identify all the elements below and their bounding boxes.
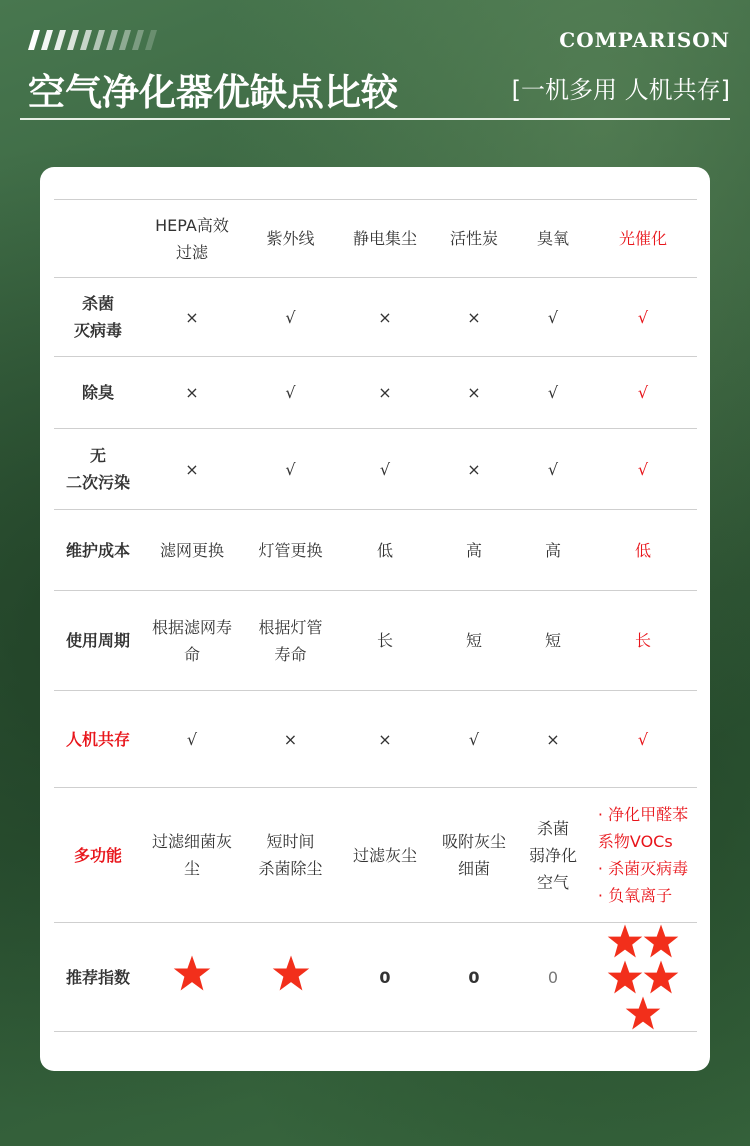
table-cell: 长 <box>589 591 697 691</box>
table-cell: 过滤细菌灰 尘 <box>142 788 242 923</box>
header-cell-electrostatic <box>339 200 431 278</box>
table-cell: 高 <box>517 510 589 591</box>
table-cell: 低 <box>339 510 431 591</box>
table-row <box>54 923 697 1032</box>
table-cell: √ <box>242 278 339 357</box>
table-cell: √ <box>339 429 431 510</box>
table-row <box>54 510 697 591</box>
table-cell: 长 <box>339 591 431 691</box>
table-cell: √ <box>242 429 339 510</box>
star-icon <box>625 995 661 1031</box>
header-cell-ozone <box>517 200 589 278</box>
table-cell: 杀菌 弱净化 空气 <box>517 788 589 923</box>
table-cell: √ <box>142 691 242 788</box>
table-cell: 短时间 杀菌除尘 <box>242 788 339 923</box>
table-row <box>54 788 697 923</box>
header-cell-carbon <box>431 200 517 278</box>
table-cell: 短 <box>517 591 589 691</box>
table-cell: 低 <box>589 510 697 591</box>
table-header-row <box>54 200 697 278</box>
page-subtitle: [一机多用 人机共存] <box>511 76 730 104</box>
feature-list: · 净化甲醛苯 系物VOCs · 杀菌灭病毒 · 负氧离子 <box>597 805 689 905</box>
table-cell: √ <box>517 429 589 510</box>
table-cell: × <box>339 691 431 788</box>
row-label: 杀菌 灭病毒 <box>54 278 142 357</box>
table-cell: √ <box>589 278 697 357</box>
table-cell <box>589 788 697 923</box>
table-cell: × <box>431 278 517 357</box>
table-cell: × <box>339 278 431 357</box>
table-cell: √ <box>517 278 589 357</box>
header-cell-photocatalysis <box>589 200 697 278</box>
header-label: 紫外线 <box>266 229 315 248</box>
rating-cell: 0 <box>517 923 589 1032</box>
header-cell-empty <box>54 200 142 278</box>
star-icon <box>643 923 679 959</box>
table-cell: 吸附灰尘 细菌 <box>431 788 517 923</box>
star-icon <box>607 923 643 959</box>
table-cell: × <box>142 357 242 429</box>
table-cell: √ <box>589 429 697 510</box>
table-cell: × <box>242 691 339 788</box>
table-row <box>54 278 697 357</box>
table-cell: × <box>517 691 589 788</box>
rating-cell: 0 <box>431 923 517 1032</box>
table-cell: √ <box>517 357 589 429</box>
table-cell: 高 <box>431 510 517 591</box>
header-cell-hepa <box>142 200 242 278</box>
table-row <box>54 591 697 691</box>
rating-cell <box>242 923 339 1032</box>
header-label: HEPA高效 过滤 <box>155 215 229 262</box>
table-cell: × <box>339 357 431 429</box>
star-icon <box>173 954 211 992</box>
table-cell: 过滤灰尘 <box>339 788 431 923</box>
table-cell: √ <box>589 357 697 429</box>
english-title: COMPARISON <box>559 28 730 52</box>
header-divider <box>20 118 730 120</box>
table-cell: × <box>142 429 242 510</box>
diagonal-stripes-icon <box>28 30 158 50</box>
table-cell: 根据滤网寿 命 <box>142 591 242 691</box>
table-row <box>54 429 697 510</box>
table-cell: √ <box>589 691 697 788</box>
comparison-card <box>40 167 710 1071</box>
comparison-table <box>54 199 697 1032</box>
rating-cell <box>142 923 242 1032</box>
table-cell: 短 <box>431 591 517 691</box>
row-label: 人机共存 <box>54 691 142 788</box>
row-label: 维护成本 <box>54 510 142 591</box>
table-cell: √ <box>431 691 517 788</box>
table-row <box>54 691 697 788</box>
table-cell: × <box>431 429 517 510</box>
row-label: 使用周期 <box>54 591 142 691</box>
row-label: 多功能 <box>54 788 142 923</box>
page-title: 空气净化器优缺点比较 <box>28 71 398 114</box>
star-icon <box>643 959 679 995</box>
rating-cell <box>589 923 697 1032</box>
table-cell: 滤网更换 <box>142 510 242 591</box>
rating-cell: 0 <box>339 923 431 1032</box>
table-cell: × <box>431 357 517 429</box>
table-row <box>54 357 697 429</box>
table-cell: 灯管更换 <box>242 510 339 591</box>
header-label: 活性炭 <box>449 229 498 248</box>
header-label: 静电集尘 <box>352 229 417 248</box>
header-label: 臭氧 <box>536 229 569 248</box>
header-cell-uv <box>242 200 339 278</box>
star-icon <box>272 954 310 992</box>
row-label: 推荐指数 <box>54 923 142 1032</box>
table-cell: × <box>142 278 242 357</box>
row-label: 无 二次污染 <box>54 429 142 510</box>
row-label: 除臭 <box>54 357 142 429</box>
header-label: 光催化 <box>618 229 667 248</box>
table-cell: 根据灯管 寿命 <box>242 591 339 691</box>
star-icon <box>607 959 643 995</box>
table-cell: √ <box>242 357 339 429</box>
